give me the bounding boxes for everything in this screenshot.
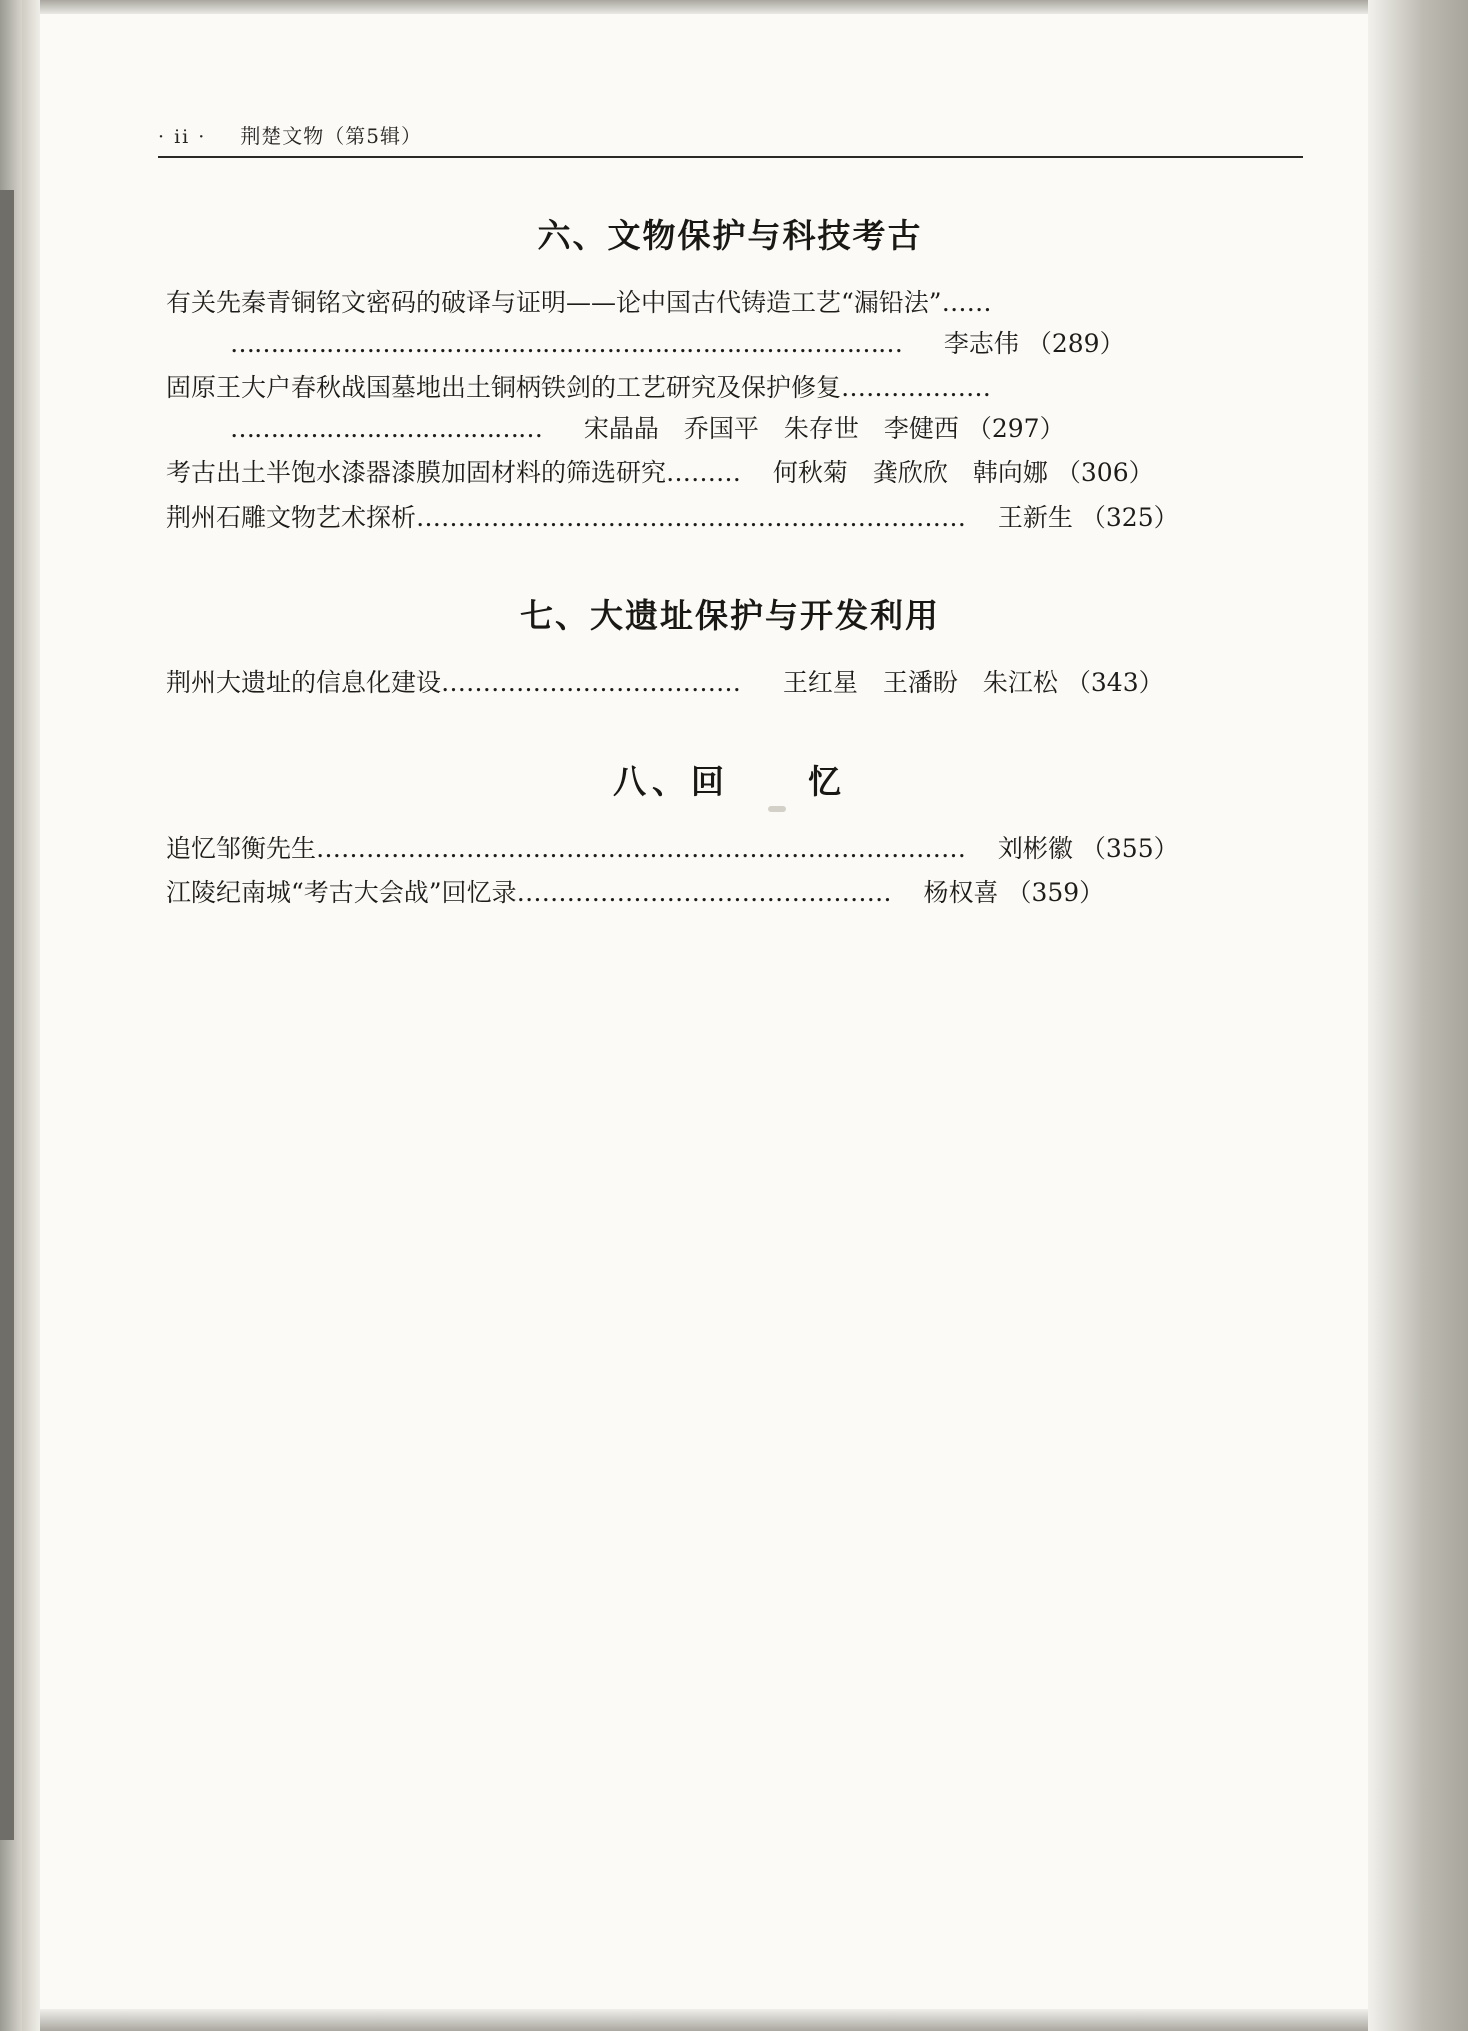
toc-entry-title: 考古出土半饱水漆器漆膜加固材料的筛选研究………	[166, 458, 742, 487]
toc-entry-title: 有关先秦青铜铭文密码的破译与证明——论中国古代铸造工艺“漏铅法”……	[166, 288, 992, 317]
toc-entry-title: 固原王大户春秋战国墓地出土铜柄铁剑的工艺研究及保护修复………………	[166, 373, 992, 402]
toc-entry-title: 荆州石雕文物艺术探析…………………………………………………………	[166, 502, 967, 532]
page-folio: · ii ·	[158, 126, 207, 148]
toc-entry-title: 江陵纪南城“考古大会战”回忆录………………………………………	[166, 878, 892, 907]
toc-entry-line	[166, 453, 1310, 494]
toc-entry-line	[166, 829, 1310, 870]
toc-entry-page: （325）	[1080, 502, 1179, 532]
toc-entry[interactable]	[150, 453, 1310, 494]
toc-entry-page: （289）	[1026, 328, 1125, 358]
section-heading: 八、回 忆	[613, 761, 847, 801]
scan-edge-bottom	[0, 2007, 1468, 2031]
toc-entry[interactable]	[150, 498, 1310, 539]
toc-entry[interactable]	[150, 368, 1310, 449]
toc-entry[interactable]	[150, 663, 1310, 704]
toc-entry[interactable]	[150, 283, 1310, 364]
toc-entry[interactable]	[150, 873, 1310, 914]
section-heading: 七、大遗址保护与开发利用	[520, 596, 940, 635]
toc-entry-line	[166, 498, 1310, 539]
toc-entry[interactable]	[150, 829, 1310, 870]
toc-entry-page: （343）	[1065, 668, 1164, 697]
toc-entry-authors: 李志伟	[943, 328, 1019, 358]
toc-entry-tail	[166, 324, 1310, 365]
toc-entry-page: （306）	[1055, 458, 1154, 487]
toc-entry-authors: 王新生	[997, 502, 1073, 532]
header-rule	[158, 156, 1303, 158]
toc-entry-page: （355）	[1080, 833, 1179, 863]
scan-smudge	[768, 806, 786, 812]
toc-entry-authors: 何秋菊 龚欣欣 韩向娜	[772, 458, 1048, 487]
section-heading: 六、文物保护与科技考古	[537, 216, 923, 255]
toc-entry-page: （297）	[966, 413, 1065, 443]
scan-book-edge	[0, 190, 14, 1840]
toc-entry-line	[166, 873, 1310, 914]
toc-entry-title: 追忆邹衡先生……………………………………………………………………	[166, 833, 967, 863]
scan-gutter-right	[1368, 0, 1468, 2031]
leader-dots: …………………………………………………………………………	[230, 328, 902, 358]
toc-entry-authors: 刘彬徽	[997, 833, 1073, 863]
toc-entry-authors: 王红星 王潘盼 朱江松	[782, 668, 1058, 697]
toc-entry-page: （359）	[1006, 878, 1105, 907]
toc-entry-authors: 杨权喜	[923, 878, 999, 907]
running-head	[150, 120, 1310, 149]
leader-dots: …………………………………	[230, 413, 542, 443]
toc-entry-authors: 宋晶晶 乔国平 朱存世 李健西	[583, 413, 959, 443]
page-content	[150, 120, 1310, 918]
book-title: 荆楚文物（第5辑）	[240, 124, 423, 148]
toc-entry-line	[166, 663, 1310, 704]
scan-edge-left-inner	[22, 0, 40, 2031]
toc-entry-title: 荆州大遗址的信息化建设………………………………	[166, 668, 742, 697]
toc-entry-tail	[166, 409, 1310, 450]
